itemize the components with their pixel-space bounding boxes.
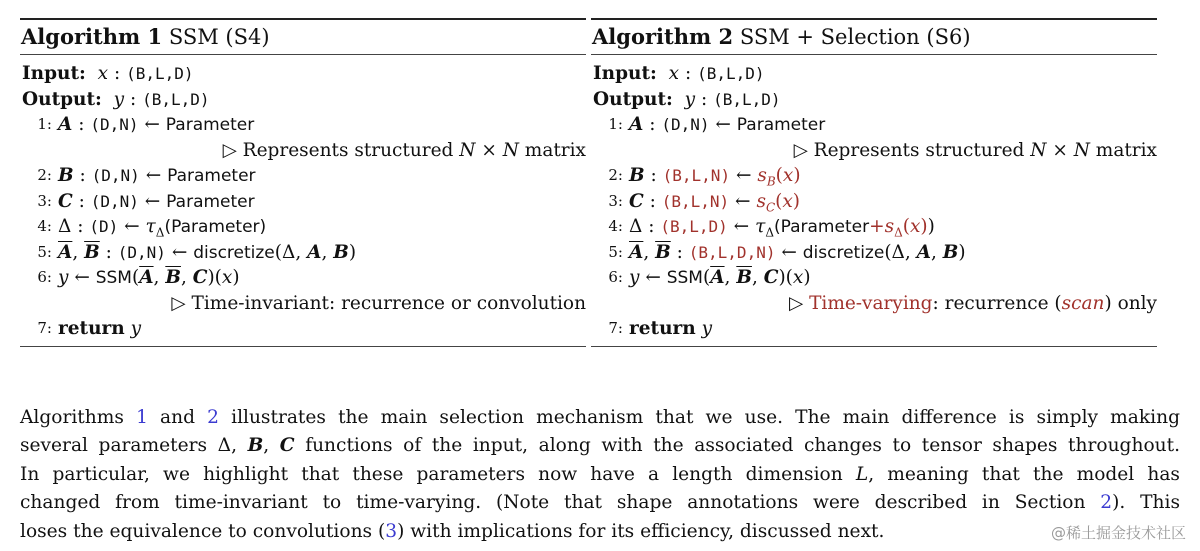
comment-time-varying: [591, 291, 1157, 317]
step-5: [591, 240, 1157, 266]
step-number: 6:: [37, 268, 52, 286]
step-6: [20, 265, 586, 291]
step-3: [20, 189, 586, 215]
paragraph-line-2: several parameters Δ, B, C functions of the input, along with the associated changes to tensor shapes throughout.: [20, 435, 1180, 457]
algorithm-1-header: [20, 20, 586, 54]
step-text: return y: [629, 318, 713, 339]
step-4: [20, 214, 586, 240]
step-3: [591, 189, 1157, 215]
algorithm-2-title: SSM + Selection (S6): [739, 25, 971, 49]
step-number: 5:: [608, 242, 623, 261]
step-text: Δ : (D) ← $\tau_\Delta(Parameter)$: [58, 216, 267, 240]
output-label: Output:: [593, 88, 673, 110]
step-text: y ← $SSM(\overline{A}$, $\overline{B}$, C)(x): [629, 267, 811, 288]
algorithm-1-body: [20, 55, 586, 346]
step-number: 2:: [608, 166, 623, 184]
paragraph-line-1: Algorithms 1 and 2 illustrates the main selection mechanism that we use. The main difference is simply making: [20, 407, 1180, 428]
output-line: Output: y : (B,L,D): [593, 88, 781, 110]
step-6: [591, 265, 1157, 291]
comment-time-invariant: [20, 291, 586, 317]
step-number: 3:: [608, 191, 623, 210]
input-label: Input:: [22, 63, 86, 84]
algorithm-2-label: Algorithm 2: [592, 24, 734, 49]
step-7: [591, 316, 1157, 342]
step-text: A : (D,N) ← Parameter: [629, 114, 826, 135]
algorithm-1-title: SSM (S4): [168, 25, 270, 49]
step-1: [591, 112, 1157, 138]
body-paragraph: [20, 404, 1180, 546]
step-number: 7:: [608, 319, 623, 337]
step-text: $\overline{A}$, $\overline{B}$ : (D,N) ← discretize(Δ, A, B): [58, 241, 357, 263]
step-number: 6:: [608, 268, 623, 286]
input-line: Input: x : (B,L,D): [22, 63, 194, 84]
bottom-rule: [20, 346, 586, 347]
comment-structured: [20, 138, 586, 164]
bottom-rule: [591, 346, 1157, 347]
paragraph-line-4: changed from time-invariant to time-varying. (Note that shape annotations were described in Section 2). This: [20, 492, 1180, 514]
watermark: @稀土掘金技术社区: [1050, 524, 1186, 542]
comment-text: ▷ Time-varying: recurrence (scan) only: [788, 292, 1157, 314]
algorithm-2-box: [591, 18, 1157, 347]
step-text: Δ : (B,L,D) ← $\tau_\Delta(Parameter+s_\Delta(x))$: [629, 216, 935, 240]
step-text: B : (B,L,N) ← $s_B(x)$: [629, 165, 801, 189]
step-number: 3:: [37, 191, 52, 210]
step-number: 4:: [608, 217, 623, 235]
comment-text: ▷ Represents structured N × N matrix: [222, 139, 586, 161]
algorithm-2-header: [591, 20, 1157, 54]
input-label: Input:: [593, 63, 657, 84]
ref-section-2[interactable]: 2: [1100, 492, 1113, 514]
comment-structured: [591, 138, 1157, 164]
ref-algorithm-2[interactable]: 2: [207, 407, 219, 428]
step-number: 7:: [37, 319, 52, 337]
step-number: 4:: [37, 217, 52, 235]
step-2: [591, 163, 1157, 189]
comment-text: ▷ Time-invariant: recurrence or convolution: [171, 292, 586, 314]
step-1: [20, 112, 586, 138]
step-text: A : (D,N) ← Parameter: [58, 114, 255, 135]
comment-text: ▷ Represents structured N × N matrix: [793, 139, 1157, 161]
input-line: Input: x : (B,L,D): [593, 63, 765, 84]
step-5: [20, 240, 586, 266]
algorithm-1-label: Algorithm 1: [21, 24, 163, 49]
step-number: 1:: [608, 115, 623, 133]
output-line: Output: y : (B,L,D): [22, 88, 210, 110]
step-7: [20, 316, 586, 342]
ref-algorithm-1[interactable]: 1: [136, 407, 148, 428]
algorithm-2-body: [591, 55, 1157, 346]
step-text: y ← $SSM(\overline{A}$, $\overline{B}$, C)(x): [58, 267, 240, 288]
output-label: Output:: [22, 88, 102, 110]
algorithm-1-box: [20, 18, 586, 347]
step-2: [20, 163, 586, 189]
step-text: B : (D,N) ← Parameter: [58, 165, 256, 186]
step-text: C : (B,L,N) ← $s_C(x)$: [629, 190, 800, 215]
step-number: 5:: [37, 242, 52, 261]
paragraph-line-3: In particular, we highlight that these parameters now have a length dimension L, meaning that the model has: [20, 463, 1180, 485]
step-text: C : (D,N) ← Parameter: [58, 190, 255, 212]
step-text: return y: [58, 318, 142, 339]
step-number: 1:: [37, 115, 52, 133]
step-number: 2:: [37, 166, 52, 184]
step-text: $\overline{A}$, $\overline{B}$ : (B,L,D,N) ← discretize(Δ, A, B): [629, 241, 966, 263]
ref-equation-3[interactable]: 3: [385, 520, 398, 542]
step-4: [591, 214, 1157, 240]
paragraph-line-5: loses the equivalence to convolutions (3) with implications for its efficiency, discussed next.: [20, 520, 885, 542]
